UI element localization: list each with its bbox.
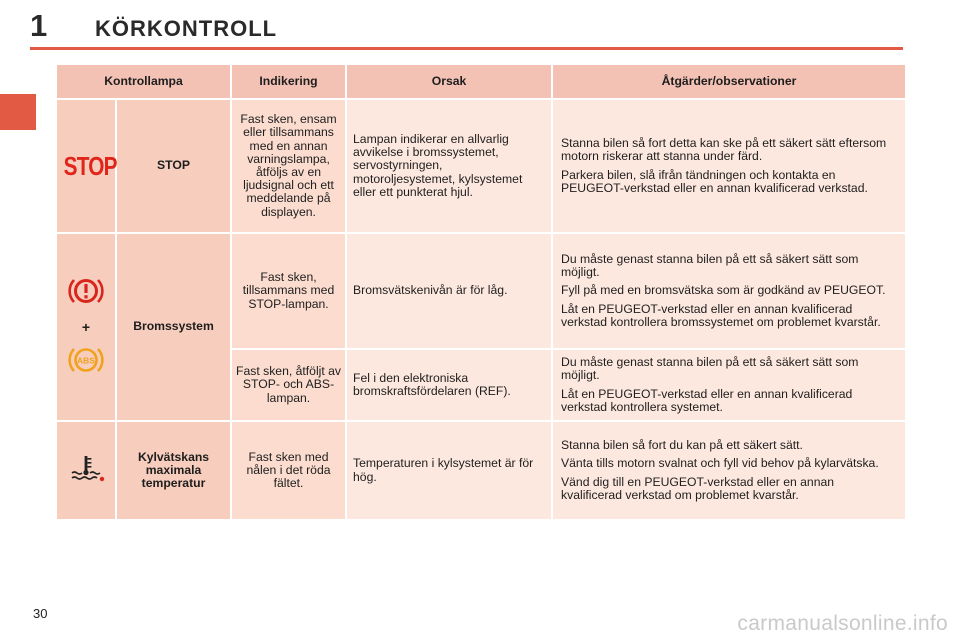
- action-text: Parkera bilen, slå ifrån tändningen och kontakta en PEUGEOT-verkstad eller en annan kvalificerad verkstad.: [561, 167, 868, 195]
- action-text: Vänd dig till en PEUGEOT-verkstad eller en annan kvalificerad verkstad om problemet kvarstår.: [561, 474, 835, 502]
- actions-cell: [553, 422, 905, 519]
- action-text: Låt en PEUGEOT-verkstad eller en annan kvalificerad verkstad kontrollera systemet.: [561, 386, 853, 414]
- stop-lamp-cell: [57, 100, 115, 232]
- coolant-temperature-icon: [66, 454, 106, 484]
- chapter-number: 1: [30, 8, 48, 43]
- lamp-name: STOP: [117, 100, 230, 232]
- column-header-indication: Indikering: [232, 65, 345, 98]
- action-text: Stanna bilen så fort du kan på ett säkert sätt.: [561, 438, 803, 453]
- cause-text: Temperaturen i kylsystemet är för hög.: [347, 422, 551, 519]
- table-row-coolant: [57, 422, 905, 519]
- actions-cell: [553, 100, 905, 232]
- indication-text: Fast sken med nålen i det röda fältet.: [232, 422, 345, 519]
- table-row-brake-fluid: [57, 234, 905, 348]
- action-text: Vänta tills motorn svalnat och fyll vid behov på kylarvätska.: [561, 456, 879, 471]
- actions-cell: [553, 234, 905, 348]
- brake-lamp-cell: [57, 234, 115, 420]
- lamp-name: Bromssystem: [117, 234, 230, 420]
- indication-text: Fast sken, åtföljt av STOP- och ABS-lampan.: [232, 350, 345, 420]
- brake-warning-icon: [66, 271, 106, 311]
- chapter-title: KÖRKONTROLL: [95, 16, 278, 41]
- warning-lamp-table: [55, 63, 907, 521]
- cause-text: Bromsvätskenivån är för låg.: [347, 234, 551, 348]
- header-rule: [30, 47, 903, 50]
- indication-text: Fast sken, ensam eller tillsammans med en annan varningslampa, åtföljs av en ljudsignal och ett meddelande på displayen.: [232, 100, 345, 232]
- column-header-actions: Åtgärder/observationer: [553, 65, 905, 98]
- abs-icon-label: ABS: [77, 355, 95, 366]
- indication-text: Fast sken, tillsammans med STOP-lampan.: [232, 234, 345, 348]
- action-text: Fyll på med en bromsvätska som är godkänd av PEUGEOT.: [561, 283, 886, 298]
- coolant-lamp-cell: [57, 422, 115, 519]
- table-row-stop: [57, 100, 905, 232]
- table-header-row: [57, 65, 905, 98]
- action-text: Stanna bilen så fort detta kan ske på ett säkert sätt eftersom motorn riskerar att stanna under färd.: [561, 136, 887, 164]
- column-header-lamp: Kontrollampa: [57, 65, 230, 98]
- plus-sign: +: [81, 319, 91, 336]
- actions-cell: [553, 350, 905, 420]
- column-header-cause: Orsak: [347, 65, 551, 98]
- chapter-side-tab: [0, 94, 36, 130]
- action-text: Låt en PEUGEOT-verkstad eller en annan kvalificerad verkstad kontrollera bromssystemet om problemet kvarstår.: [561, 301, 881, 329]
- watermark: carmanualsonline.info: [737, 612, 948, 635]
- lamp-name: Kylvätskans maximala temperatur: [117, 422, 230, 519]
- cause-text: Fel i den elektroniska bromskraftsfördelaren (REF).: [347, 350, 551, 420]
- page-number: 30: [33, 606, 48, 621]
- stop-warning-icon: STOP: [63, 150, 117, 181]
- action-text: Du måste genast stanna bilen på ett så säkert sätt som möjligt.: [561, 252, 859, 280]
- action-text: Du måste genast stanna bilen på ett så säkert sätt som möjligt.: [561, 355, 859, 383]
- abs-warning-icon: [66, 340, 106, 380]
- cause-text: Lampan indikerar en allvarlig avvikelse i bromssystemet, servostyrningen, motoroljesystemet, kylsystemet eller ett punkterat hjul.: [347, 100, 551, 232]
